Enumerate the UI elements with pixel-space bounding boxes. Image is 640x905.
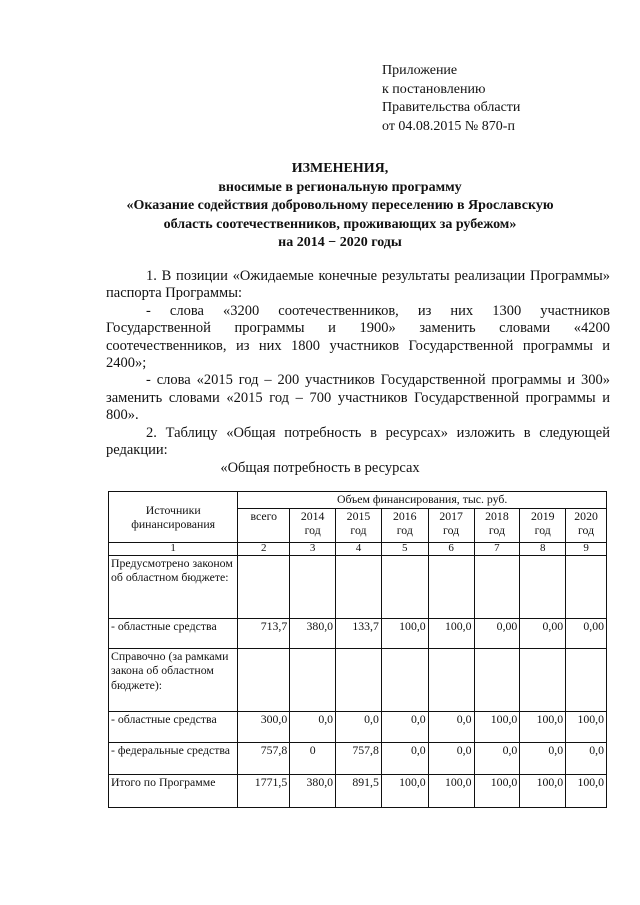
column-number: 5 (381, 543, 428, 556)
cell-2014: 0 (290, 743, 336, 775)
year-header: 2014 год (290, 509, 336, 543)
column-number: 9 (566, 543, 607, 556)
heading-line: вносимые в региональную программу (218, 179, 462, 195)
resource-table (108, 491, 607, 808)
cell-2017 (428, 556, 474, 619)
cell-2015: 757,8 (336, 743, 382, 775)
cell-total: 757,8 (238, 743, 290, 775)
paragraph: 2. Таблицу «Общая потребность в ресурсах» изложить в следующей редакции: (106, 424, 610, 459)
cell-2019: 0,0 (520, 743, 566, 775)
table-row (109, 712, 607, 743)
year-header: 2015 год (336, 509, 382, 543)
cell-2018 (474, 556, 520, 619)
column-number: 8 (520, 543, 566, 556)
cell-2014: 0,0 (290, 712, 336, 743)
column-number: 6 (428, 543, 474, 556)
cell-2015 (336, 556, 382, 619)
column-number-row (109, 543, 607, 556)
heading-line: на 2014 − 2020 годы (278, 235, 402, 250)
cell-2015: 133,7 (336, 619, 382, 649)
appendix-line: к постановлению (382, 81, 486, 97)
cell-2014 (290, 556, 336, 619)
cell-2018: 0,0 (474, 743, 520, 775)
cell-2019 (520, 649, 566, 712)
cell-2020: 0,0 (566, 743, 607, 775)
cell-2019: 100,0 (520, 712, 566, 743)
year-header: 2018 год (474, 509, 520, 543)
table-header-row (109, 492, 607, 509)
table-row (109, 775, 607, 808)
cell-2018: 0,00 (474, 619, 520, 649)
cell-total: 713,7 (238, 619, 290, 649)
year-header: 2016 год (381, 509, 428, 543)
column-number: 7 (474, 543, 520, 556)
column-number: 3 (290, 543, 336, 556)
cell-2015 (336, 649, 382, 712)
cell-2014: 380,0 (290, 619, 336, 649)
table-row (109, 556, 607, 619)
cell-2014 (290, 649, 336, 712)
volume-header: Объем финансирования, тыс. руб. (238, 492, 607, 509)
cell-total: 1771,5 (238, 775, 290, 808)
cell-2015: 891,5 (336, 775, 382, 808)
source-header: Источники финансирования (109, 492, 238, 543)
row-label: - областные средства (109, 712, 238, 743)
heading-line: область соотечественников, проживающих за рубежом» (163, 216, 517, 232)
cell-total (238, 649, 290, 712)
column-number: 4 (336, 543, 382, 556)
paragraph: - слова «3200 соотечественников, из них 1300 участников Государственной программы и 1900» заменить словами «4200 соотечественников, из них 1800 участников Государственной программы и 2400»; (106, 302, 610, 372)
table-row (109, 743, 607, 775)
table-row (109, 649, 607, 712)
cell-2017 (428, 649, 474, 712)
cell-2019: 100,0 (520, 775, 566, 808)
year-header: 2019 год (520, 509, 566, 543)
column-number: 1 (109, 543, 238, 556)
cell-total: 300,0 (238, 712, 290, 743)
row-label: - федеральные средства (109, 743, 238, 775)
cell-2020: 100,0 (566, 712, 607, 743)
cell-total (238, 556, 290, 619)
cell-2016: 0,0 (381, 712, 428, 743)
row-label: Итого по Программе (109, 775, 238, 808)
cell-2020 (566, 556, 607, 619)
appendix-block (382, 62, 520, 136)
cell-2017: 0,0 (428, 712, 474, 743)
year-header: 2020 год (566, 509, 607, 543)
cell-2020: 0,00 (566, 619, 607, 649)
appendix-line: от 04.08.2015 № 870-п (382, 118, 515, 134)
cell-2015: 0,0 (336, 712, 382, 743)
paragraph: - слова «2015 год – 200 участников Государственной программы и 300» заменить словами «2015 год – 700 участников Государственной программы и 800». (106, 372, 610, 424)
cell-2018: 100,0 (474, 775, 520, 808)
document-body (106, 268, 610, 459)
cell-2018: 100,0 (474, 712, 520, 743)
cell-2016: 100,0 (381, 775, 428, 808)
cell-2016 (381, 649, 428, 712)
cell-2017: 0,0 (428, 743, 474, 775)
year-header: 2017 год (428, 509, 474, 543)
document-heading (60, 160, 620, 253)
row-label: - областные средства (109, 619, 238, 649)
cell-2017: 100,0 (428, 775, 474, 808)
cell-2019 (520, 556, 566, 619)
row-label: Справочно (за рамками закона об областном бюджете): (109, 649, 238, 712)
cell-2018 (474, 649, 520, 712)
appendix-line: Правительства области (382, 100, 521, 115)
table-row (109, 619, 607, 649)
row-label: Предусмотрено законом об областном бюджете: (109, 556, 238, 619)
cell-2017: 100,0 (428, 619, 474, 649)
heading-line: «Оказание содействия добровольному переселению в Ярославскую (126, 198, 554, 213)
cell-2020: 100,0 (566, 775, 607, 808)
table-caption: «Общая потребность в ресурсах (220, 460, 420, 476)
cell-2019: 0,00 (520, 619, 566, 649)
heading-title: ИЗМЕНЕНИЯ, (291, 161, 389, 176)
cell-2016: 0,0 (381, 743, 428, 775)
column-number: 2 (238, 543, 290, 556)
cell-2016: 100,0 (381, 619, 428, 649)
total-header: всего (238, 509, 290, 543)
paragraph: 1. В позиции «Ожидаемые конечные результаты реализации Программы» паспорта Программы: (106, 268, 610, 302)
cell-2020 (566, 649, 607, 712)
cell-2016 (381, 556, 428, 619)
cell-2014: 380,0 (290, 775, 336, 808)
appendix-line: Приложение (382, 63, 458, 78)
